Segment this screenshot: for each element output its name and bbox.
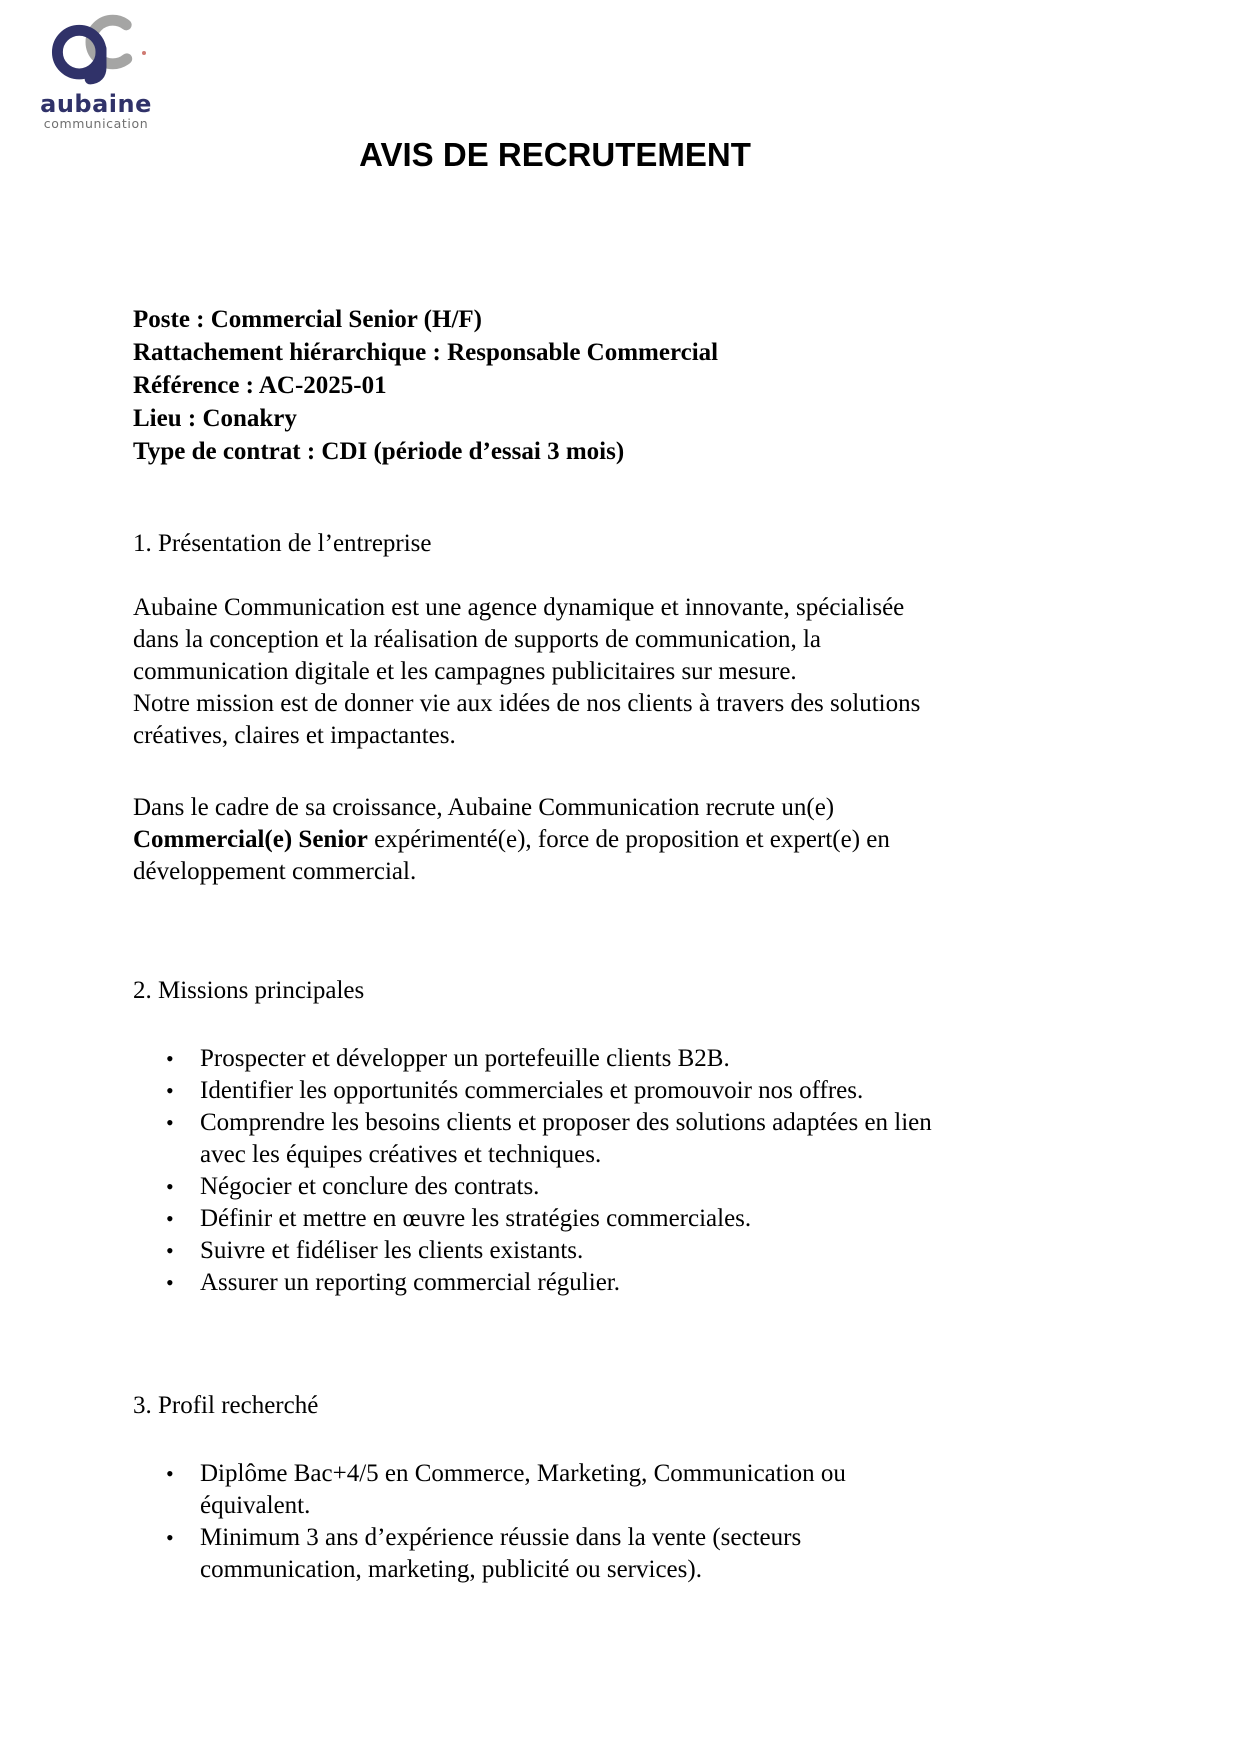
bullet-line: communication, marketing, publicité ou services). — [200, 1556, 702, 1583]
missions-list — [133, 1043, 1110, 1299]
role-emphasis: Commercial(e) Senior — [133, 826, 368, 853]
bullet-line: Définir et mettre en œuvre les stratégies commerciales. — [200, 1205, 752, 1232]
bullet-item — [133, 1171, 1110, 1203]
logo-accent-dot — [142, 51, 146, 55]
bullet-item — [133, 1522, 1110, 1586]
bullet-line: Diplôme Bac+4/5 en Commerce, Marketing, Communication ou — [200, 1460, 846, 1487]
meta-rattachement: Rattachement hiérarchique : Responsable Commercial — [133, 339, 719, 366]
meta-poste: Poste : Commercial Senior (H/F) — [133, 306, 482, 333]
bullet-item — [133, 1043, 1110, 1075]
bullet-icon: • — [166, 1078, 174, 1103]
text-line: Notre mission est de donner vie aux idées de nos clients à travers des solutions — [133, 690, 921, 717]
text-line: Dans le cadre de sa croissance, Aubaine Communication recrute un(e) — [133, 794, 835, 821]
text-line: dans la conception et la réalisation de supports de communication, la — [133, 626, 821, 653]
meta-reference: Référence : AC-2025-01 — [133, 372, 387, 399]
text-line — [133, 824, 1110, 856]
bullet-line: Suivre et fidéliser les clients existants. — [200, 1237, 584, 1264]
text-line: Aubaine Communication est une agence dynamique et innovante, spécialisée — [133, 594, 905, 621]
bullet-line: Minimum 3 ans d’expérience réussie dans la vente (secteurs — [200, 1524, 802, 1551]
bullet-line: Assurer un reporting commercial régulier. — [200, 1269, 620, 1296]
bullet-line: Prospecter et développer un portefeuille clients B2B. — [200, 1045, 730, 1072]
recruitment-intro-paragraph — [133, 792, 1110, 888]
bullet-line: Comprendre les besoins clients et proposer des solutions adaptées en lien — [200, 1109, 932, 1136]
bullet-icon: • — [166, 1206, 174, 1231]
job-meta-block — [133, 303, 1110, 468]
document-body — [133, 303, 1110, 1586]
meta-contrat: Type de contrat : CDI (période d’essai 3 mois) — [133, 438, 625, 465]
section2-heading: 2. Missions principales — [133, 977, 365, 1004]
profile-list — [133, 1458, 1110, 1586]
bullet-icon: • — [166, 1270, 174, 1295]
text-line: créatives, claires et impactantes. — [133, 722, 456, 749]
bullet-icon: • — [166, 1525, 174, 1550]
bullet-item — [133, 1235, 1110, 1267]
bullet-item — [133, 1203, 1110, 1235]
meta-lieu: Lieu : Conakry — [133, 405, 297, 432]
bullet-icon: • — [166, 1174, 174, 1199]
bullet-line: Négocier et conclure des contrats. — [200, 1173, 540, 1200]
bullet-item — [133, 1458, 1110, 1522]
logo-monogram-icon — [44, 10, 148, 90]
section1-heading: 1. Présentation de l’entreprise — [133, 530, 432, 557]
bullet-item — [133, 1267, 1110, 1299]
text-line: communication digitale et les campagnes publicitaires sur mesure. — [133, 658, 797, 685]
logo-name: aubaine — [40, 90, 152, 118]
bullet-item — [133, 1075, 1110, 1107]
bullet-line: équivalent. — [200, 1492, 311, 1519]
text-segment: expérimenté(e), force de proposition et expert(e) en — [367, 826, 890, 853]
bullet-item — [133, 1107, 1110, 1171]
company-presentation-paragraph — [133, 592, 1110, 752]
bullet-icon: • — [166, 1046, 174, 1071]
bullet-line: avec les équipes créatives et techniques. — [200, 1141, 602, 1168]
bullet-icon: • — [166, 1110, 174, 1135]
bullet-icon: • — [166, 1461, 174, 1486]
logo — [36, 10, 156, 131]
logo-tagline: communication — [43, 116, 149, 131]
text-line: développement commercial. — [133, 858, 417, 885]
section3-heading: 3. Profil recherché — [133, 1392, 319, 1419]
bullet-icon: • — [166, 1238, 174, 1263]
bullet-line: Identifier les opportunités commerciales et promouvoir nos offres. — [200, 1077, 864, 1104]
page-title: AVIS DE RECRUTEMENT — [359, 136, 751, 173]
